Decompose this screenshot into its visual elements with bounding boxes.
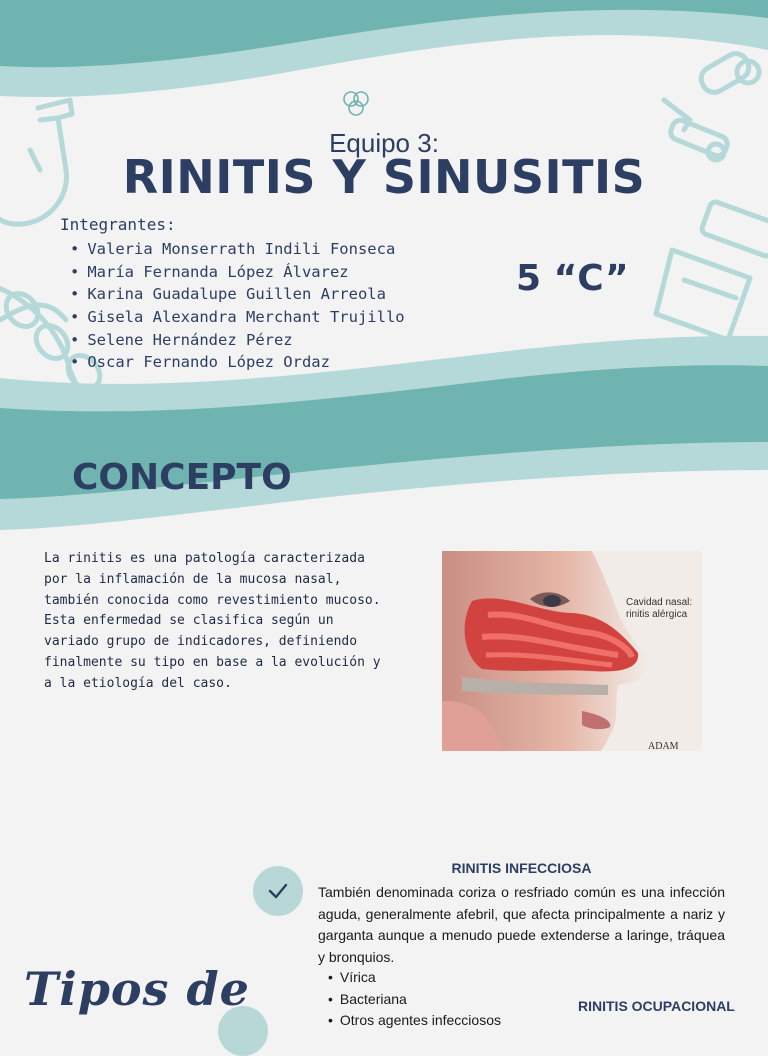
nasal-cavity-image: [442, 551, 702, 751]
image-label: Cavidad nasal: rinitis alérgica: [626, 597, 693, 620]
ocupacional-title: RINITIS OCUPACIONAL: [578, 998, 735, 1014]
infecciosa-title: RINITIS INFECCIOSA: [451, 860, 592, 876]
check-badge: [253, 866, 303, 916]
nasal-illustration: [442, 551, 702, 751]
check-icon: [267, 880, 289, 902]
group-label: 5 “C”: [516, 258, 629, 299]
member-item: • María Fernanda López Álvarez: [70, 261, 405, 284]
member-item: • Gisela Alexandra Merchant Trujillo: [70, 306, 405, 329]
image-credit: ADAM: [648, 741, 679, 751]
member-item: • Selene Hernández Pérez: [70, 329, 405, 352]
pill-bottle-icon: [656, 200, 768, 340]
types-heading: Tipos de: [24, 962, 250, 1016]
member-item: • Karina Guadalupe Guillen Arreola: [70, 283, 405, 306]
member-item: • Oscar Fernando López Ordaz: [70, 351, 405, 374]
members-label: Integrantes:: [60, 215, 176, 234]
list-item: • Bacteriana: [328, 989, 501, 1011]
list-item: • Otros agentes infecciosos: [328, 1010, 501, 1032]
infecciosa-text: También denominada coriza o resfriado común es una infección aguda, generalmente afebril, que afecta principalmente a nariz y garganta aunque a menudo puede extenderse a laringe, tráquea y bronquios.: [318, 884, 725, 965]
concept-heading: CONCEPTO: [72, 457, 292, 498]
list-item: • Vírica: [328, 967, 501, 989]
page-title: RINITIS Y SINUSITIS: [122, 150, 646, 204]
members-list: [70, 238, 405, 374]
atom-logo-icon: [344, 92, 368, 115]
infecciosa-list: [328, 967, 501, 1032]
concept-text: La rinitis es una patología caracterizada por la inflamación de la mucosa nasal, también conocida como revestimiento mucoso. Esta enfermedad se clasifica según un variado grupo de indicadores, definiendo finalmente su tipo en base a la evolución y a la etiología del caso.: [44, 551, 381, 691]
title-subtitle: Equipo 3:: [329, 128, 439, 158]
member-item: • Valeria Monserrath Indili Fonseca: [70, 238, 405, 261]
